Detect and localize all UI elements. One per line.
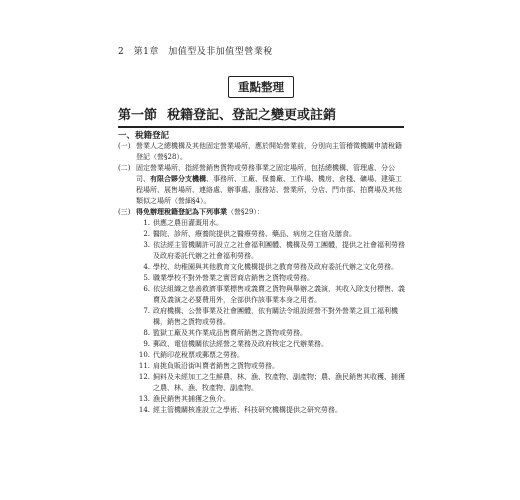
- list-item-number: 9.: [143, 340, 150, 348]
- paragraph-3: [118, 207, 406, 218]
- list-item: [118, 284, 406, 306]
- section-number: 第一節: [118, 108, 158, 123]
- chapter-title: 加值型及非加值型營業稅: [168, 47, 273, 57]
- list-item-text: 漁民銷售其捕獲之魚介。: [153, 395, 230, 403]
- list-item: [118, 339, 406, 350]
- paragraph-marker: (一): [118, 142, 131, 150]
- exempt-list: [118, 218, 406, 416]
- list-item: [118, 405, 406, 416]
- list-item-text: 經主管機關核准設立之學術、科技研究機構提供之研究勞務。: [153, 406, 342, 414]
- list-item-text: 供應之農田灌溉用水。: [153, 219, 223, 227]
- document-body: [118, 141, 406, 416]
- list-item-number: 1.: [143, 219, 150, 227]
- list-item: [118, 361, 406, 372]
- paragraph-text: 營業人之總機構及其他固定營業場所，應於開始營業前，分別向主管稽徵機關申請稅籍登記（營§28）。: [136, 142, 402, 161]
- list-item-number: 2.: [143, 230, 150, 238]
- list-item: [118, 306, 406, 328]
- list-item: [118, 240, 406, 262]
- paragraph-marker: (三): [118, 208, 131, 216]
- list-item-text: 醫院、診所、療養院提供之醫療勞務、藥品、病房之住宿及膳食。: [153, 230, 356, 238]
- list-item-number: 6.: [143, 285, 150, 293]
- list-item-number: 5.: [143, 274, 150, 282]
- page-header: [118, 44, 279, 57]
- section-heading: 稅籍登記、登記之變更或註銷: [167, 108, 337, 123]
- paragraph-text-end: 、事務所、工廠、保養廠、工作場、機房、倉棧、礦場、建築工程場所、展售場所、連絡處、辦事處、服務站、營業所、分店、門市部、拍賣場及其他類似之場所（營細§4）。: [136, 175, 402, 205]
- list-item-number: 13.: [138, 395, 150, 403]
- list-item-number: 10.: [138, 351, 150, 359]
- bold-term: 有限合夥分支機構: [150, 175, 206, 183]
- list-item-text: 監獄工廠及其作業成品售賣所銷售之貨物或勞務。: [153, 329, 307, 337]
- list-item-text: 郵政、電信機關依法經營之業務及政府核定之代辦業務。: [153, 340, 328, 348]
- list-item: [118, 328, 406, 339]
- paragraph-text-start: 固定營業場所，指經營銷售貨物或勞務事業之固定場所，包括總機構、管理處、分公司、: [136, 164, 395, 183]
- list-item: [118, 218, 406, 229]
- summary-banner: 重點整理: [228, 76, 294, 98]
- subsection-heading: 一、稅籍登記: [118, 131, 170, 141]
- list-item: [118, 394, 406, 405]
- chapter-label: 第1章: [133, 47, 159, 57]
- list-item-text: 代銷印花稅票或郵票之勞務。: [153, 351, 244, 359]
- paragraph-text-end: （營§29）：: [227, 208, 264, 216]
- list-item-number: 3.: [143, 241, 150, 249]
- list-item-text: 政府機構、公營事業及社會團體，依有關法令組設經營不對外營業之員工福利機構，銷售之貨物或勞務。: [153, 307, 398, 326]
- paragraph-marker: (二): [118, 164, 131, 172]
- list-item: [118, 229, 406, 240]
- page-number: 2: [118, 47, 125, 57]
- list-item-number: 11.: [138, 362, 150, 370]
- list-item: [118, 273, 406, 284]
- list-item-text: 依法經主管機關許可設立之社會福利團體、機構及勞工團體，提供之社會福利勞務及政府委託代辦之社會福利勞務。: [153, 241, 405, 260]
- list-item: [118, 262, 406, 273]
- bold-term: 得免辦理稅籍登記為下列事業: [136, 208, 227, 216]
- list-item-text: 職業學校不對外營業之實習商店銷售之貨物或勞務。: [153, 274, 314, 282]
- paragraph-text: [136, 163, 406, 207]
- list-item-text: 學校、幼稚園與其他教育文化機構提供之教育勞務及政府委託代辦之文化勞務。: [153, 263, 398, 271]
- list-item-number: 7.: [143, 307, 150, 315]
- list-item: [118, 350, 406, 361]
- list-item: [118, 372, 406, 394]
- list-item-text: 肩挑負販沿街叫賣者銷售之貨物或勞務。: [153, 362, 279, 370]
- list-item-number: 8.: [143, 329, 150, 337]
- list-item-number: 12.: [138, 373, 150, 381]
- paragraph-text: [136, 207, 406, 218]
- paragraph-1: [118, 141, 406, 163]
- list-item-number: 14.: [138, 406, 150, 414]
- paragraph-2: [118, 163, 406, 207]
- list-item-text: 飼料及未經加工之生鮮農、林、漁、牧產物、副產物；農、漁民銷售其收穫、捕獲之農、林、漁、牧產物、副產物。: [153, 373, 405, 392]
- list-item-number: 4.: [143, 263, 150, 271]
- list-item-text: 依法組織之慈善救濟事業標售或義賣之貨物與舉辦之義演，其收入除支付標售、義賣及義演之必要費用外，全部供作該事業本身之用者。: [153, 285, 405, 304]
- section-title: [118, 104, 404, 128]
